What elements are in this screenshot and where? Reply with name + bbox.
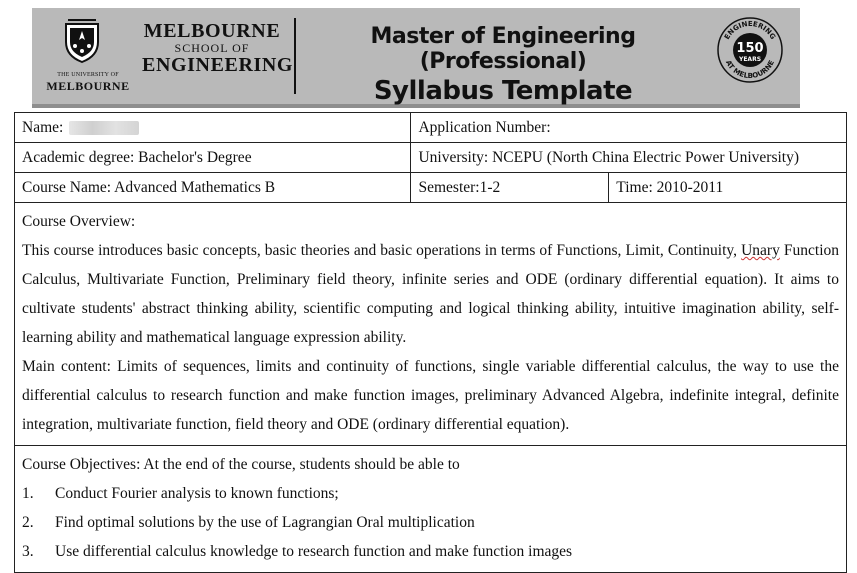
list-item <box>22 537 839 566</box>
university-cell <box>411 143 847 173</box>
seal-years: YEARS <box>738 56 762 63</box>
row-objectives <box>15 446 847 573</box>
overview-text-rest: Function Calculus, Multivariate Function, Preliminary field theory, infinite series and ODE (ordinary differential equation). It aims to cultivate students' abstract thinking ability, scientific computing and logical thinking ability, intuitive imagination ability, self-learning ability and mathematical language expression ability. <box>22 242 839 346</box>
title-line1: Master of Engineering (Professional) <box>370 24 636 74</box>
course-objectives-cell <box>15 446 847 573</box>
university-crest <box>40 16 130 96</box>
title-line2: Syllabus Template <box>373 76 633 106</box>
objectives-heading: Course Objectives: At the end of the course, students should be able to <box>22 456 460 473</box>
spellcheck-word: Unary <box>741 242 780 259</box>
academic-degree-cell <box>15 143 411 173</box>
objective-number: 1. <box>22 485 34 502</box>
time-text: Time: 2010-2011 <box>616 178 724 196</box>
seal-number: 150 <box>736 41 764 56</box>
redacted-name <box>69 121 139 135</box>
seal-bottom-text: AT MELBOURNE <box>723 58 777 81</box>
list-item <box>22 479 839 508</box>
university-text: University: NCEPU (North China Electric Power University) <box>418 148 800 166</box>
time-cell <box>609 173 847 203</box>
anniversary-seal-icon <box>716 16 784 84</box>
seal-top-text: ENGINEERING <box>722 19 778 41</box>
course-name-text: Course Name: Advanced Mathematics B <box>22 178 276 196</box>
semester-text: Semester:1-2 <box>418 178 501 196</box>
objective-text: Use differential calculus knowledge to research function and make function images <box>55 543 573 560</box>
semester-cell <box>411 173 609 203</box>
school-line3: ENGINEERING <box>142 54 294 76</box>
name-label: Name: <box>22 118 64 136</box>
overview-text-start: This course introduces basic concepts, basic theories and basic operations in terms of Functions, Limit, Continuity, <box>22 242 738 259</box>
name-cell <box>15 113 411 143</box>
row-course <box>15 173 847 203</box>
list-item <box>22 508 839 537</box>
university-name-line1: THE UNIVERSITY OF <box>57 72 119 78</box>
application-number-label: Application Number: <box>418 118 551 136</box>
syllabus-form <box>14 112 847 573</box>
academic-degree-text: Academic degree: Bachelor's Degree <box>22 148 252 166</box>
overview-text <box>22 236 839 352</box>
application-number-cell <box>411 113 847 143</box>
row-name <box>15 113 847 143</box>
main-content-text: Main content: Limits of sequences, limits and continuity of functions, single variable differential calculus, the way to use the differential calculus to research function and make function images, preliminary Advanced Algebra, indefinite integral, definite integration, multivariate function, field theory and ODE (ordinary differential equation). <box>22 358 839 433</box>
header-banner <box>32 8 800 108</box>
school-line1: MELBOURNE <box>143 20 281 42</box>
objectives-list <box>22 479 839 566</box>
objective-text: Find optimal solutions by the use of Lagrangian Oral multiplication <box>55 514 475 531</box>
course-overview-cell <box>15 203 847 446</box>
school-name <box>142 20 294 77</box>
row-degree <box>15 143 847 173</box>
overview-heading: Course Overview: <box>22 213 136 230</box>
school-line2: SCHOOL OF <box>174 41 250 55</box>
university-name-line2: MELBOURNE <box>46 79 130 93</box>
header-divider <box>294 18 296 94</box>
document-title <box>308 24 698 106</box>
course-name-cell <box>15 173 411 203</box>
objective-number: 3. <box>22 543 34 560</box>
crest-shield-icon <box>62 18 102 64</box>
objective-number: 2. <box>22 514 34 531</box>
row-overview <box>15 203 847 446</box>
objective-text: Conduct Fourier analysis to known functions; <box>55 485 339 502</box>
